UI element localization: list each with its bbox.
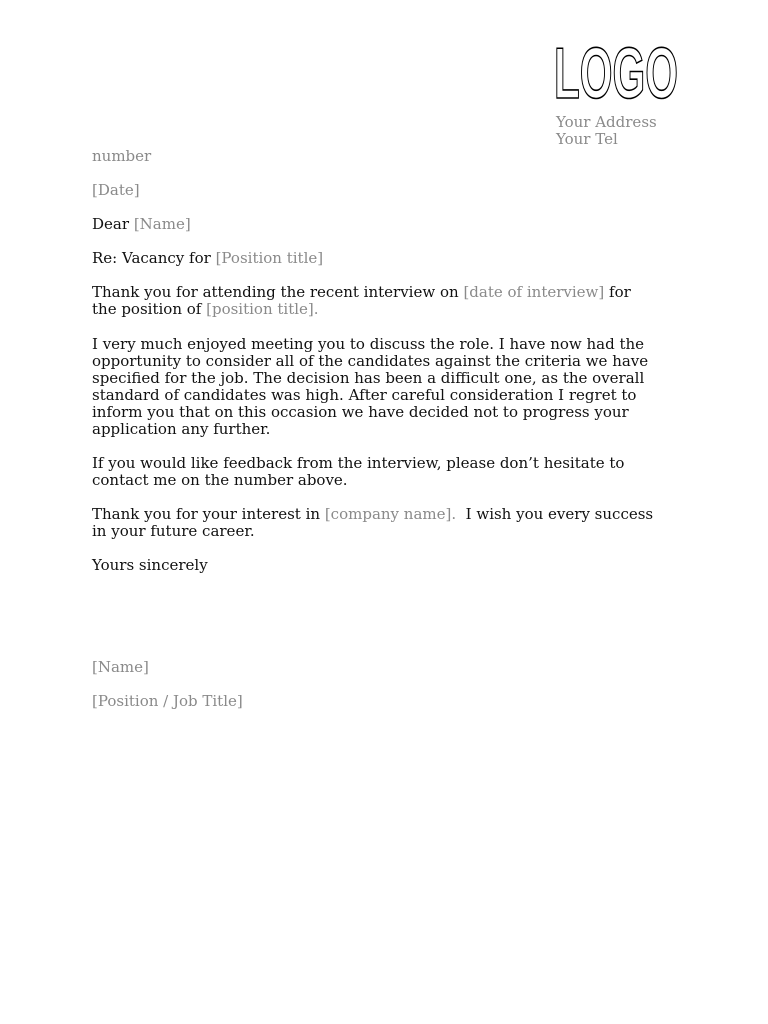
- paragraph-line: inform you that on this occasion we have decided not to progress your: [92, 403, 629, 421]
- subject-prefix: Re: Vacancy for: [92, 249, 211, 267]
- paragraph-line: I very much enjoyed meeting you to discuss the role. I have now had the: [92, 335, 645, 353]
- paragraph-line: contact me on the number above.: [92, 471, 348, 489]
- sender-tel-continuation: number: [92, 147, 152, 165]
- paragraph-decision: [92, 336, 692, 438]
- date-placeholder: [Date]: [92, 181, 140, 199]
- interview-date-placeholder: [date of interview]: [463, 283, 605, 301]
- paragraph-line: [92, 284, 692, 301]
- paragraph-text: Thank you for your interest in: [92, 505, 321, 523]
- recipient-name-placeholder: [Name]: [133, 215, 191, 233]
- paragraph-feedback: [92, 455, 692, 489]
- subject-line: [92, 250, 692, 267]
- position-title-placeholder: [position title].: [206, 300, 319, 318]
- paragraph-text: for: [609, 283, 631, 301]
- paragraph-closing-thanks: [92, 506, 692, 540]
- company-name-placeholder: [company name].: [324, 505, 457, 523]
- closing: Yours sincerely: [92, 556, 208, 574]
- sender-address: Your Address: [556, 113, 657, 131]
- paragraph-line: [92, 301, 692, 318]
- salutation: [92, 216, 692, 233]
- salutation-prefix: Dear: [92, 215, 130, 233]
- position-title-placeholder: [Position title]: [215, 249, 324, 267]
- sender-tel: Your Tel: [556, 130, 618, 148]
- paragraph-line: opportunity to consider all of the candidates against the criteria we have: [92, 352, 649, 370]
- paragraph-line: in your future career.: [92, 522, 255, 540]
- company-logo: [552, 34, 682, 114]
- signature-title-placeholder: [Position / Job Title]: [92, 692, 243, 710]
- logo-text: LOGO: [554, 34, 678, 114]
- signature-name-placeholder: [Name]: [92, 658, 149, 676]
- paragraph-text: Thank you for attending the recent interview on: [92, 283, 459, 301]
- paragraph-text: the position of: [92, 300, 202, 318]
- paragraph-line: application any further.: [92, 420, 271, 438]
- paragraph-line: [92, 506, 692, 523]
- paragraph-text: I wish you every success: [465, 505, 654, 523]
- paragraph-line: If you would like feedback from the interview, please don’t hesitate to: [92, 454, 625, 472]
- paragraph-line: standard of candidates was high. After careful consideration I regret to: [92, 386, 637, 404]
- sender-address-block: [556, 114, 657, 148]
- paragraph-line: specified for the job. The decision has been a difficult one, as the overall: [92, 369, 645, 387]
- paragraph-interview-thanks: [92, 284, 692, 318]
